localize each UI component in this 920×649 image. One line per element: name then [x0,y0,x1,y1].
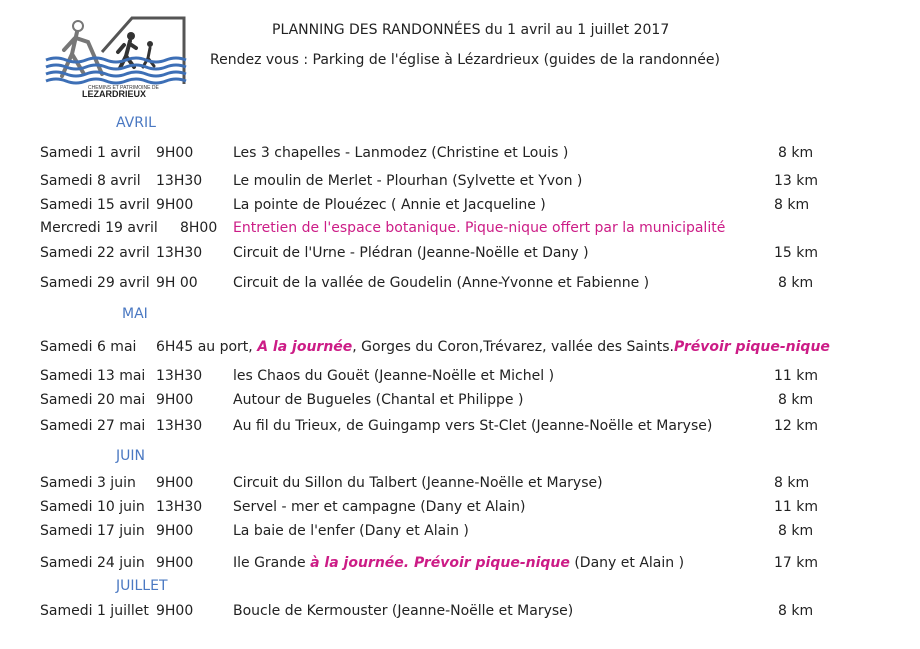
event-description-part: Ile Grande [233,555,311,571]
event-distance: 8 km [778,523,814,539]
event-description: Entretien de l'espace botanique. Pique-nique offert par la municipalité [233,220,726,236]
event-date: Samedi 17 juin [40,523,145,539]
event-row [0,473,920,493]
event-row [0,218,920,238]
event-time: 9H00 [156,392,194,408]
month-heading-mai: MAI [122,306,148,322]
month-heading-juin: JUIN [116,448,145,464]
event-description-highlight: Prévoir pique-nique [674,339,830,355]
event-description: Circuit du Sillon du Talbert (Jeanne-Noëlle et Maryse) [233,475,603,491]
event-time: 9H00 [156,475,194,491]
event-row-special [0,553,920,573]
event-date: Samedi 8 avril [40,173,141,189]
event-date: Samedi 6 mai [40,339,137,355]
event-description-part: (Dany et Alain ) [569,555,685,571]
event-description: La baie de l'enfer (Dany et Alain ) [233,523,469,539]
event-distance: 15 km [774,245,819,261]
event-distance: 8 km [774,475,810,491]
page-subtitle: Rendez vous : Parking de l'église à Lézardrieux (guides de la randonnée) [210,52,720,68]
event-time: 13H30 [156,499,203,515]
event-description: Servel - mer et campagne (Dany et Alain) [233,499,526,515]
event-time: 9H00 [156,523,194,539]
event-distance: 8 km [778,603,814,619]
event-date: Samedi 24 juin [40,555,145,571]
event-description: La pointe de Plouézec ( Annie et Jacqueline ) [233,197,546,213]
event-distance: 8 km [778,145,814,161]
event-description [156,337,830,357]
event-time: 13H30 [156,245,203,261]
event-date: Samedi 3 juin [40,475,136,491]
event-description-highlight: à la journée. Prévoir pique-nique [310,555,570,571]
event-description: Autour de Bugueles (Chantal et Philippe ) [233,392,524,408]
logo-arc-text: CHEMINS ET PATRIMOINE DE [88,85,159,91]
event-time: 13H30 [156,173,203,189]
event-date: Samedi 13 mai [40,368,146,384]
event-distance: 17 km [774,555,819,571]
event-row [0,521,920,541]
event-row [0,601,920,621]
event-date: Samedi 15 avril [40,197,150,213]
event-distance: 12 km [774,418,819,434]
event-distance: 8 km [774,197,810,213]
event-description: Le moulin de Merlet - Plourhan (Sylvette et Yvon ) [233,173,583,189]
month-heading-juillet: JUILLET [116,578,168,594]
event-description-part: , Gorges du Coron,Trévarez, vallée des Saints. [352,339,674,355]
event-row [0,390,920,410]
event-row [0,171,920,191]
event-time: 9H 00 [156,275,198,291]
event-date: Samedi 1 avril [40,145,141,161]
event-time: 9H00 [156,145,194,161]
event-distance: 8 km [778,392,814,408]
event-date: Samedi 10 juin [40,499,145,515]
event-description: Circuit de l'Urne - Plédran (Jeanne-Noëlle et Dany ) [233,245,589,261]
event-row [0,416,920,436]
event-distance: 13 km [774,173,819,189]
event-row [0,273,920,293]
event-date: Samedi 1 juillet [40,603,149,619]
event-time: 9H00 [156,603,194,619]
event-row [0,195,920,215]
event-description-highlight: A la journée [257,339,353,355]
event-description: les Chaos du Gouët (Jeanne-Noëlle et Michel ) [233,368,555,384]
event-time: 9H00 [156,197,194,213]
event-description: Boucle de Kermouster (Jeanne-Noëlle et Maryse) [233,603,574,619]
event-description: Au fil du Trieux, de Guingamp vers St-Clet (Jeanne-Noëlle et Maryse) [233,418,713,434]
event-time: 8H00 [180,220,218,236]
event-description [233,553,684,573]
page-title: PLANNING DES RANDONNÉES du 1 avril au 1 juillet 2017 [272,22,670,38]
event-description: Circuit de la vallée de Goudelin (Anne-Yvonne et Fabienne ) [233,275,650,291]
event-distance: 8 km [778,275,814,291]
event-description-part: 6H45 au port, [156,339,258,355]
event-row [0,143,920,163]
hikers-logo-icon [44,12,190,98]
event-distance: 11 km [774,368,819,384]
event-date: Mercredi 19 avril [40,220,158,236]
event-description: Les 3 chapelles - Lanmodez (Christine et Louis ) [233,145,569,161]
logo [44,12,190,98]
logo-name: LEZARDRIEUX [82,89,147,98]
event-date: Samedi 27 mai [40,418,146,434]
event-time: 9H00 [156,555,194,571]
month-heading-avril: AVRIL [116,115,156,131]
event-date: Samedi 20 mai [40,392,146,408]
event-distance: 11 km [774,499,819,515]
event-date: Samedi 22 avril [40,245,150,261]
event-time: 13H30 [156,418,203,434]
event-row [0,366,920,386]
event-time: 13H30 [156,368,203,384]
event-row-special [0,337,920,357]
event-date: Samedi 29 avril [40,275,150,291]
event-row [0,497,920,517]
event-row [0,243,920,263]
